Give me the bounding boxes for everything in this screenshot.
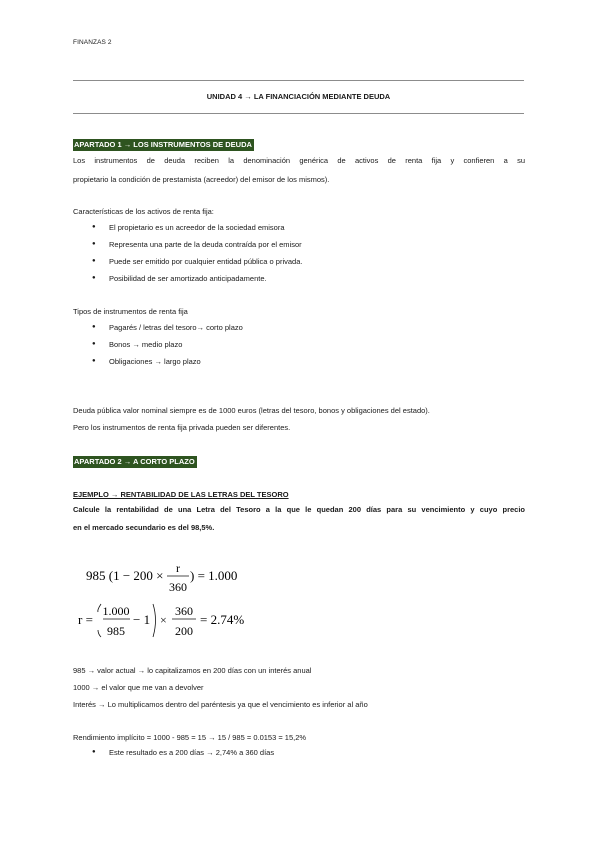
example-statement-line1: Calcule la rentabilidad de una Letra del Tesoro a la que le quedan 200 días para su vencimiento y cuyo precio (73, 505, 525, 514)
formula1-lhs: 985 (1 − 200 × (86, 568, 164, 583)
explanation-line: Interés → Lo multiplicamos dentro del paréntesis ya que el vencimiento es inferior al año (73, 700, 368, 709)
formula1-numerator: r (176, 561, 180, 575)
formula2-times: × (160, 613, 167, 627)
formula2-numerator2: 360 (175, 604, 193, 618)
formula2-variable: r = (78, 612, 93, 627)
explanation-line: 985 → valor actual → lo capitalizamos en 200 días con un interés anual (73, 666, 312, 675)
list-item: ● Este resultado es a 200 días → 2,74% a 360 días (92, 747, 274, 764)
section1-heading: APARTADO 1 → LOS INSTRUMENTOS DE DEUDA (74, 140, 252, 149)
characteristics-title: Características de los activos de renta fija: (73, 207, 214, 216)
section2-heading: APARTADO 2 → A CORTO PLAZO (74, 457, 195, 466)
list-item: ● Representa una parte de la deuda contraída por el emisor (92, 239, 302, 256)
section1-intro-line1: Los instrumentos de deuda reciben la denominación genérica de activos de renta fija y confieren a su (73, 156, 525, 165)
list-item: ● Pagarés / letras del tesoro→ corto plazo (92, 322, 243, 339)
yield-list (92, 747, 274, 764)
left-bracket-bottom (98, 630, 101, 637)
types-list (92, 322, 243, 373)
title-rule-bottom (73, 113, 524, 114)
formula2-numerator1: 1.000 (102, 604, 130, 618)
document-title: UNIDAD 4 → LA FINANCIACIÓN MEDIANTE DEUDA (206, 92, 391, 101)
formula-price-equation (80, 560, 280, 596)
public-debt-note: Deuda pública valor nominal siempre es de 1000 euros (letras del tesoro, bonos y obligaciones del estado). (73, 406, 430, 415)
list-item: ● Posibilidad de ser amortizado anticipadamente. (92, 273, 302, 290)
example-title: EJEMPLO → RENTABILIDAD DE LAS LETRAS DEL TESORO (73, 490, 289, 499)
characteristics-list (92, 222, 302, 290)
types-title: Tipos de instrumentos de renta fija (73, 307, 188, 316)
formula1-rhs: ) = 1.000 (190, 568, 238, 583)
formula2-result: = 2.74% (200, 612, 245, 627)
section1-intro-line2: propietario la condición de prestamista (acreedor) del emisor de los mismos). (73, 175, 330, 184)
implicit-yield-line: Rendimiento implícito = 1000 - 985 = 15 → 15 / 985 = 0.0153 = 15,2% (73, 733, 307, 742)
formula1-denominator: 360 (169, 580, 187, 594)
list-item: ● Bonos → medio plazo (92, 339, 243, 356)
title-rule-top (73, 80, 524, 81)
right-bracket (153, 604, 156, 637)
explanation-line: 1000 → el valor que me van a devolver (73, 683, 204, 692)
formula-rate-solution (76, 600, 276, 642)
list-item: ● El propietario es un acreedor de la sociedad emisora (92, 222, 302, 239)
formula2-denominator2: 200 (175, 624, 193, 638)
formula2-minus-one: − 1 (133, 612, 151, 627)
private-debt-note: Pero los instrumentos de renta fija privada pueden ser diferentes. (73, 423, 291, 432)
example-statement-line2: en el mercado secundario es del 98,5%. (73, 523, 215, 532)
list-item: ● Obligaciones → largo plazo (92, 356, 243, 373)
left-bracket-top (98, 604, 101, 612)
list-item: ● Puede ser emitido por cualquier entidad pública o privada. (92, 256, 302, 273)
course-header: FINANZAS 2 (73, 39, 112, 46)
formula2-denominator1: 985 (107, 624, 125, 638)
